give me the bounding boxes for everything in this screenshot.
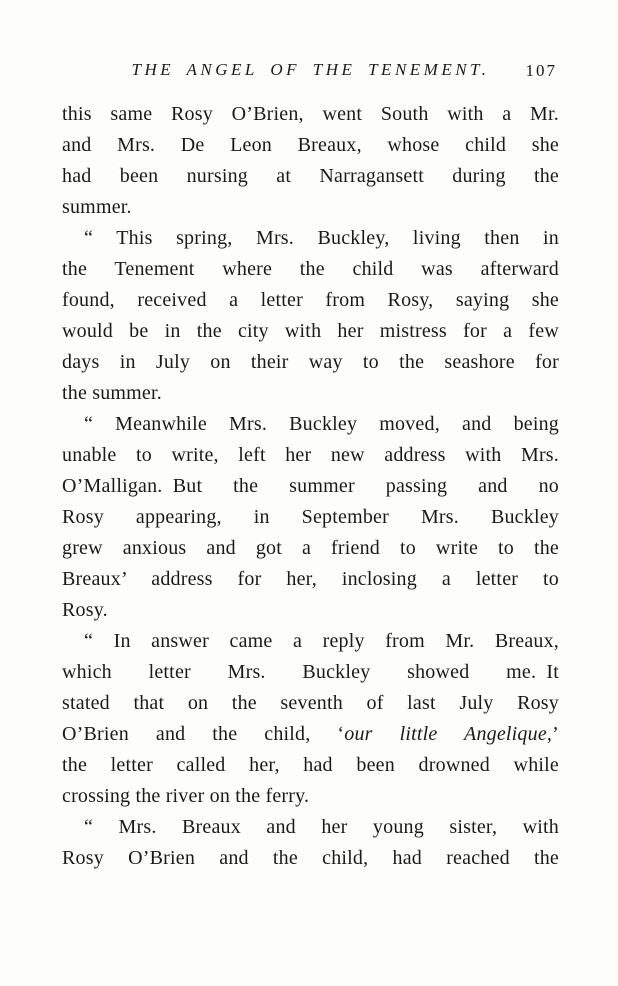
page-header xyxy=(62,60,559,84)
text-line xyxy=(62,719,559,750)
paragraph xyxy=(62,812,559,874)
italic-text-segment: our little Angelique, xyxy=(344,723,553,745)
text-line: would be in the city with her mistress for a few xyxy=(62,320,559,342)
text-line: and Mrs. De Leon Breaux, whose child she xyxy=(62,134,559,156)
text-line: unable to write, left her new address with Mrs. xyxy=(62,444,559,466)
text-line: the Tenement where the child was afterward xyxy=(62,258,559,280)
text-line: crossing the river on the ferry. xyxy=(62,785,310,807)
text-line: Breaux’ address for her, inclosing a letter to xyxy=(62,568,559,590)
page-number: 107 xyxy=(525,61,557,80)
text-line: this same Rosy O’Brien, went South with a Mr. xyxy=(62,103,559,125)
text-line: the letter called her, had been drowned while xyxy=(62,754,559,776)
text-line: which letter Mrs. Buckley showed me. It xyxy=(62,661,559,683)
text-line: “ This spring, Mrs. Buckley, living then in xyxy=(84,227,559,249)
text-line: Rosy O’Brien and the child, had reached the xyxy=(62,847,559,869)
text-line: stated that on the seventh of last July Rosy xyxy=(62,692,559,714)
paragraph xyxy=(62,626,559,812)
paragraph xyxy=(62,99,559,223)
text-line: “ Mrs. Breaux and her young sister, with xyxy=(84,816,559,838)
text-line: the summer. xyxy=(62,382,162,404)
text-line: summer. xyxy=(62,196,132,218)
text-line: found, received a letter from Rosy, saying she xyxy=(62,289,559,311)
paragraph xyxy=(62,223,559,409)
text-line: days in July on their way to the seashore for xyxy=(62,351,559,373)
page-body xyxy=(62,99,559,874)
text-line: grew anxious and got a friend to write to the xyxy=(62,537,559,559)
text-line: O’Malligan. But the summer passing and no xyxy=(62,475,559,497)
text-line: Rosy appearing, in September Mrs. Buckley xyxy=(62,506,559,528)
text-line: “ Meanwhile Mrs. Buckley moved, and being xyxy=(84,413,559,435)
text-segment: O’Brien and the child, ‘ xyxy=(62,723,345,745)
paragraph xyxy=(62,409,559,626)
text-line: had been nursing at Narragansett during the xyxy=(62,165,559,187)
text-segment: ’ xyxy=(552,723,559,745)
running-title: THE ANGEL OF THE TENEMENT. xyxy=(131,60,490,79)
text-line: “ In answer came a reply from Mr. Breaux, xyxy=(84,630,559,652)
text-line: Rosy. xyxy=(62,599,108,621)
